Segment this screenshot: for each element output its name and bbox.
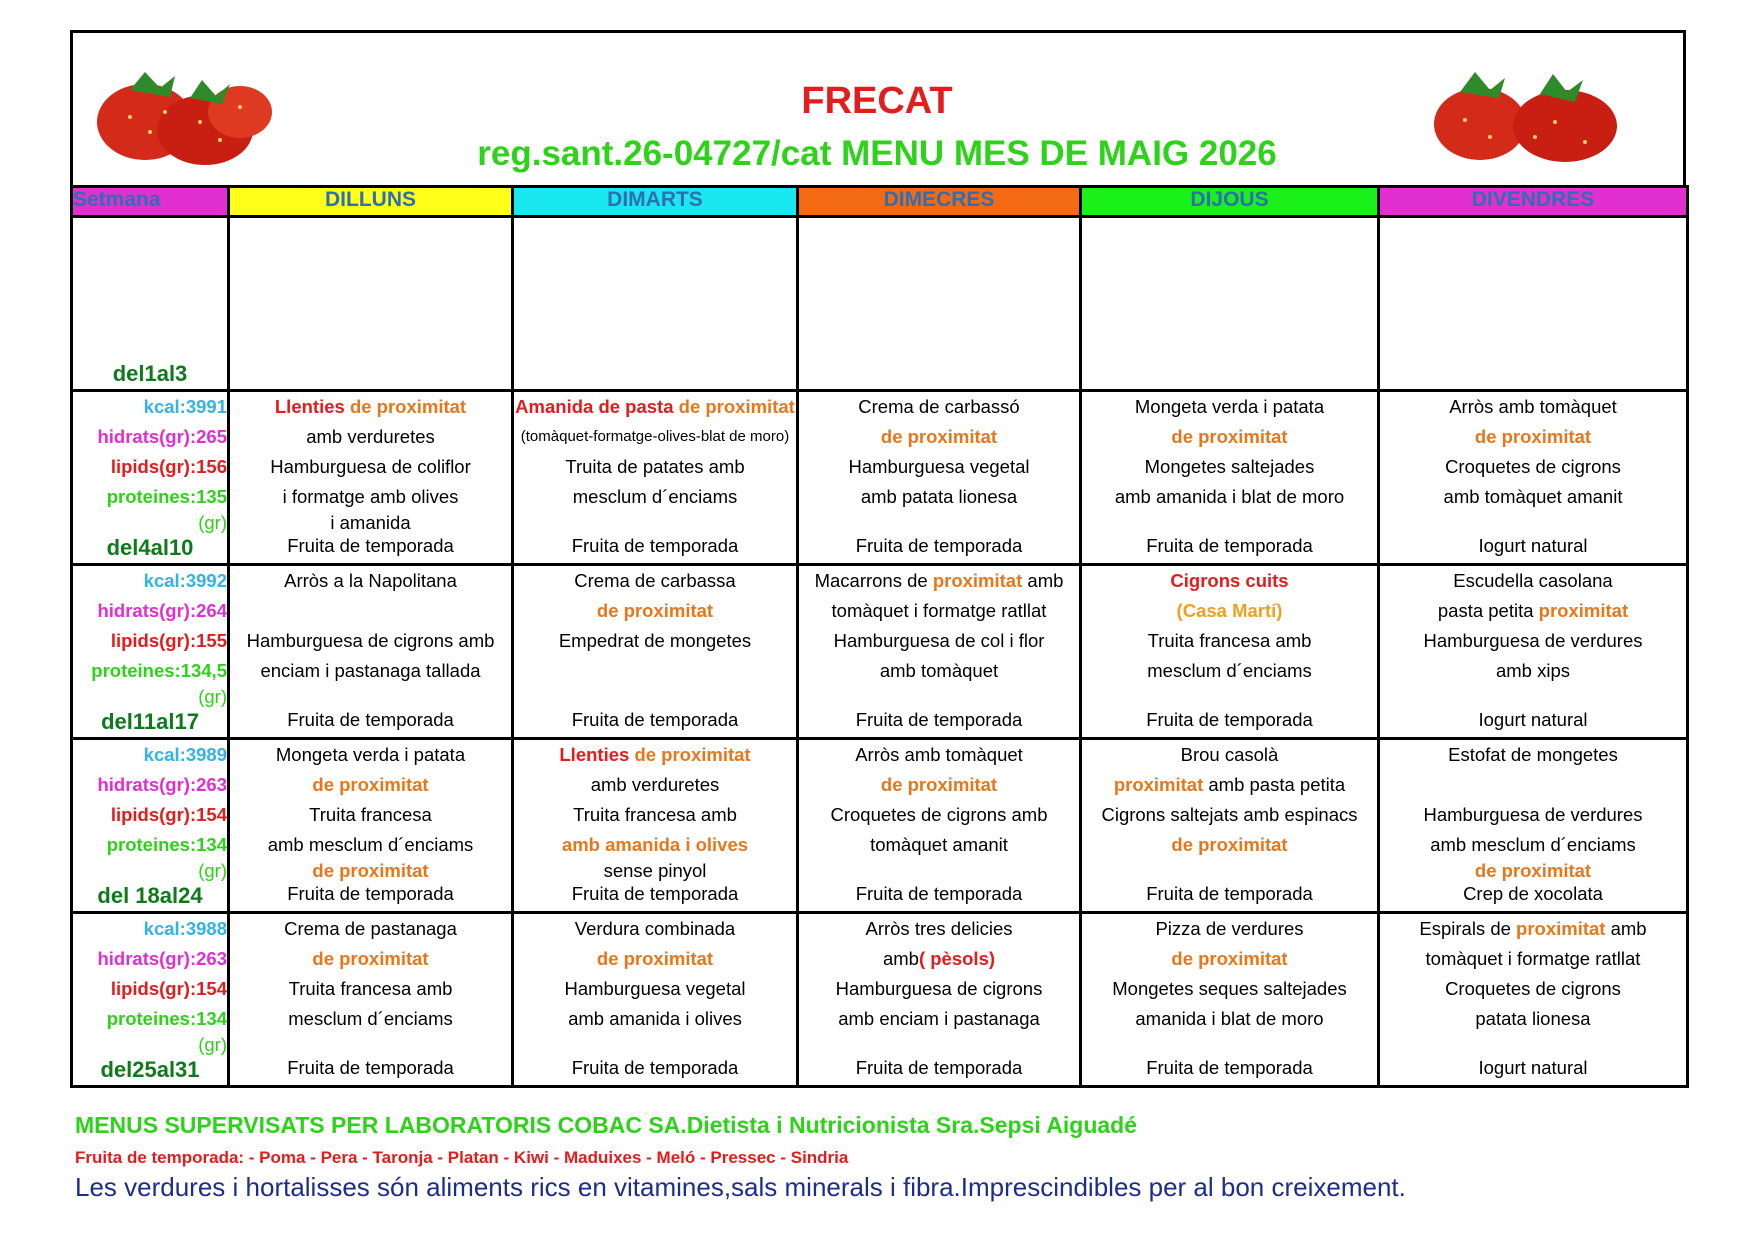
menu-cell-thursday — [1081, 391, 1379, 565]
dish-line: Escudella casolana — [1453, 570, 1613, 591]
dish-line: Espirals de proximitat amb — [1419, 918, 1647, 939]
dish-line: tomàquet i formatge ratllat — [1425, 948, 1641, 969]
dish-line: mesclum d´enciams — [288, 1008, 453, 1029]
nutrition-gr: (gr) — [198, 686, 227, 707]
week-date-range: del11al17 — [101, 709, 199, 734]
menu-cell-tuesday — [513, 565, 798, 739]
dish-line: Mongetes seques saltejades — [1112, 978, 1347, 999]
dish-line: mesclum d´enciams — [1147, 660, 1312, 681]
week-date-range: del 18al24 — [97, 883, 203, 908]
nutrition-hidrats: hidrats(gr):263 — [97, 774, 227, 795]
dish-line: Hamburguesa de col i flor — [833, 630, 1045, 651]
dish-line: Macarrons de proximitat amb — [814, 570, 1064, 591]
dish-line: (tomàquet-formatge-olives-blat de moro) — [520, 428, 790, 445]
dish-line: Truita de patates amb — [565, 456, 745, 477]
week-label-cell — [72, 217, 229, 391]
dish-line: amb verduretes — [590, 774, 720, 795]
dessert-line: Fruita de temporada — [855, 1057, 1023, 1078]
dish-line: Crema de carbassó — [858, 396, 1020, 417]
menu-cell-monday — [229, 565, 513, 739]
dish-line: sense pinyol — [603, 860, 707, 881]
dish-line — [514, 656, 796, 686]
nutrition-kcal: kcal:3991 — [143, 396, 227, 417]
dish-line: Mongeta verda i patata — [1134, 396, 1325, 417]
dessert-line: Fruita de temporada — [1146, 535, 1313, 556]
column-header-monday: DILLUNS — [229, 187, 513, 217]
dessert-line: Fruita de temporada — [287, 1057, 454, 1078]
column-header-friday: DIVENDRES — [1379, 187, 1688, 217]
dish-line: amb( pèsols) — [882, 948, 996, 969]
dish-line: de proximitat — [312, 948, 429, 969]
menu-cell-thursday — [1081, 565, 1379, 739]
dish-line: de proximitat — [1171, 834, 1288, 855]
seasonal-fruit-list: Fruita de temporada: - Poma - Pera - Taronja - Platan - Kiwi - Maduixes - Meló - Pressec - Sindria — [75, 1148, 849, 1167]
dish-line: amb amanida i olives — [568, 1008, 742, 1029]
menu-cell-monday — [229, 913, 513, 1087]
dish-line: (Casa Martí) — [1176, 600, 1283, 621]
dessert-line: Fruita de temporada — [287, 535, 454, 556]
dish-line: amb amanida i blat de moro — [1114, 486, 1345, 507]
dish-line: Truita francesa — [309, 804, 432, 825]
dessert-line: Fruita de temporada — [571, 535, 739, 556]
dish-line: Pizza de verdures — [1155, 918, 1304, 939]
dish-line: amb tomàquet amanit — [1443, 486, 1623, 507]
dish-line: Arròs tres delicies — [865, 918, 1013, 939]
nutrition-proteines: proteines:134 — [106, 834, 227, 855]
dish-line: Estofat de mongetes — [1448, 744, 1618, 765]
dish-line — [230, 596, 511, 626]
nutrition-kcal: kcal:3988 — [143, 918, 227, 939]
menu-cell-tuesday — [513, 739, 798, 913]
menu-cell-thursday — [1081, 739, 1379, 913]
dessert-line: Fruita de temporada — [571, 883, 739, 904]
dessert-line: Fruita de temporada — [287, 709, 454, 730]
menu-cell-friday — [1379, 739, 1688, 913]
dish-line: tomàquet amanit — [870, 834, 1008, 855]
nutrition-hidrats: hidrats(gr):264 — [97, 600, 227, 621]
dish-line: Hamburguesa de cigrons amb — [246, 630, 495, 651]
dish-line: Arròs amb tomàquet — [1449, 396, 1617, 417]
dish-line: Cigrons saltejats amb espinacs — [1101, 804, 1358, 825]
menu-cell-friday — [1379, 565, 1688, 739]
dish-line: amb patata lionesa — [860, 486, 1018, 507]
dish-line: i amanida — [330, 512, 411, 533]
menu-cell-friday — [1379, 217, 1688, 391]
week-date-range: del25al31 — [100, 1057, 200, 1082]
nutrition-proteines: proteines:135 — [106, 486, 227, 507]
dish-line: amb amanida i olives — [561, 834, 749, 855]
dish-line: Empedrat de mongetes — [558, 630, 752, 651]
supervision-note: MENUS SUPERVISATS PER LABORATORIS COBAC SA.Dietista i Nutricionista Sra.Sepsi Aiguadé — [75, 1112, 1138, 1138]
dish-line: de proximitat — [1171, 426, 1288, 447]
dish-line: Hamburguesa vegetal — [564, 978, 746, 999]
nutrition-kcal: kcal:3989 — [143, 744, 227, 765]
dish-line: Arròs amb tomàquet — [855, 744, 1023, 765]
column-header-wednesday: DIMECRES — [798, 187, 1081, 217]
dish-line: proximitat amb pasta petita — [1113, 774, 1346, 795]
week-label-cell — [72, 913, 229, 1087]
dessert-line: Fruita de temporada — [1146, 883, 1313, 904]
dish-line: Llenties de proximitat — [274, 396, 467, 417]
dish-line: Crema de carbassa — [574, 570, 736, 591]
menu-title: FRECAT — [801, 80, 953, 122]
week-row — [72, 391, 1688, 565]
dish-line: i formatge amb olives — [282, 486, 459, 507]
week-label-cell — [72, 391, 229, 565]
nutrition-proteines: proteines:134 — [106, 1008, 227, 1029]
dish-line: Hamburguesa de coliflor — [270, 456, 471, 477]
nutrition-gr: (gr) — [198, 1034, 227, 1055]
dish-line: de proximitat — [596, 948, 714, 969]
dish-line: tomàquet i formatge ratllat — [831, 600, 1047, 621]
dish-line: Truita francesa amb — [1147, 630, 1312, 651]
dish-line: Truita francesa amb — [288, 978, 453, 999]
dessert-line: Fruita de temporada — [855, 535, 1023, 556]
week-label-cell — [72, 565, 229, 739]
dish-line: de proximitat — [1171, 948, 1288, 969]
dessert-line: Fruita de temporada — [287, 883, 454, 904]
dish-line: Hamburguesa vegetal — [848, 456, 1030, 477]
menu-cell-wednesday — [798, 391, 1081, 565]
dish-line: de proximitat — [1474, 426, 1592, 447]
dish-line: Croquetes de cigrons — [1445, 456, 1621, 477]
dish-line: Brou casolà — [1180, 744, 1279, 765]
dish-line: de proximitat — [880, 774, 998, 795]
dessert-line: Fruita de temporada — [855, 709, 1023, 730]
menu-cell-tuesday — [513, 913, 798, 1087]
dessert-line: Crep de xocolata — [1463, 883, 1603, 904]
dish-line: mesclum d´enciams — [572, 486, 738, 507]
menu-cell-wednesday — [798, 913, 1081, 1087]
dish-line: enciam i pastanaga tallada — [260, 660, 481, 681]
nutrition-gr: (gr) — [198, 512, 227, 533]
dish-line: amb xips — [1495, 660, 1571, 681]
nutrition-lipids: lipids(gr):154 — [110, 804, 227, 825]
dish-line: amanida i blat de moro — [1135, 1008, 1324, 1029]
dish-line: de proximitat — [596, 600, 714, 621]
column-header-week: Setmana — [72, 187, 229, 217]
nutrition-hidrats: hidrats(gr):265 — [97, 426, 227, 447]
dish-line: Arròs a la Napolitana — [284, 570, 457, 591]
nutrition-hidrats: hidrats(gr):263 — [97, 948, 227, 969]
dish-line: Croquetes de cigrons — [1445, 978, 1621, 999]
dish-line: de proximitat — [880, 426, 998, 447]
nutrition-proteines: proteines:134,5 — [91, 660, 227, 681]
menu-cell-friday — [1379, 391, 1688, 565]
week-row — [72, 913, 1688, 1087]
dish-line: de proximitat — [1474, 860, 1592, 881]
menu-cell-tuesday — [513, 217, 798, 391]
dessert-line: Fruita de temporada — [1146, 709, 1313, 730]
dish-line: Llenties de proximitat — [559, 744, 751, 765]
dessert-line: Fruita de temporada — [1146, 1057, 1313, 1078]
menu-cell-monday — [229, 391, 513, 565]
dessert-line: Fruita de temporada — [571, 1057, 739, 1078]
dish-line: amb verduretes — [306, 426, 435, 447]
dish-line: amb tomàquet — [879, 660, 999, 681]
dish-line: amb mesclum d´enciams — [267, 834, 474, 855]
dish-line: Cigrons cuits — [1170, 570, 1289, 591]
week-label-cell — [72, 739, 229, 913]
menu-subtitle: reg.sant.26-04727/cat MENU MES DE MAIG 2026 — [477, 134, 1277, 173]
dish-line: Croquetes de cigrons amb — [830, 804, 1048, 825]
menu-cell-friday — [1379, 913, 1688, 1087]
menu-cell-thursday — [1081, 217, 1379, 391]
dish-line: de proximitat — [312, 774, 429, 795]
dish-line: Hamburguesa de cigrons — [835, 978, 1043, 999]
menu-table — [70, 185, 1689, 1088]
week-date-range: del4al10 — [106, 535, 194, 560]
dessert-line: Fruita de temporada — [855, 883, 1023, 904]
dish-line: Truita francesa amb — [573, 804, 737, 825]
vegetables-note: Les verdures i hortalisses són aliments rics en vitamines,sals minerals i fibra.Imprescindibles per al bon creixement. — [75, 1172, 1406, 1202]
dish-line: Crema de pastanaga — [284, 918, 457, 939]
menu-cell-thursday — [1081, 913, 1379, 1087]
dish-line: Verdura combinada — [574, 918, 736, 939]
nutrition-lipids: lipids(gr):154 — [110, 978, 227, 999]
dessert-line: Fruita de temporada — [571, 709, 739, 730]
dish-line: Mongeta verda i patata — [275, 744, 466, 765]
week-row — [72, 217, 1688, 391]
dessert-line: Iogurt natural — [1478, 535, 1588, 556]
week-row — [72, 565, 1688, 739]
nutrition-gr: (gr) — [198, 860, 227, 881]
dish-line — [1380, 770, 1686, 800]
menu-cell-monday — [229, 739, 513, 913]
menu-cell-tuesday — [513, 391, 798, 565]
dish-line: de proximitat — [312, 860, 429, 881]
nutrition-kcal: kcal:3992 — [143, 570, 227, 591]
dish-line: Hamburguesa de verdures — [1423, 804, 1643, 825]
dish-line: amb enciam i pastanaga — [838, 1008, 1040, 1029]
menu-cell-monday — [229, 217, 513, 391]
nutrition-lipids: lipids(gr):155 — [110, 630, 227, 651]
column-header-thursday: DIJOUS — [1081, 187, 1379, 217]
table-header-row — [72, 187, 1688, 217]
dish-line: pasta petita proximitat — [1437, 600, 1629, 621]
dish-line: amb mesclum d´enciams — [1430, 834, 1636, 855]
column-header-tuesday: DIMARTS — [513, 187, 798, 217]
menu-cell-wednesday — [798, 217, 1081, 391]
nutrition-lipids: lipids(gr):156 — [110, 456, 227, 477]
menu-cell-wednesday — [798, 565, 1081, 739]
dessert-line: Iogurt natural — [1478, 709, 1588, 730]
week-row — [72, 739, 1688, 913]
dish-line: patata lionesa — [1475, 1008, 1591, 1029]
week-date-range: del1al3 — [112, 361, 188, 386]
dish-line: Mongetes saltejades — [1144, 456, 1315, 477]
dish-line: Hamburguesa de verdures — [1423, 630, 1643, 651]
menu-cell-wednesday — [798, 739, 1081, 913]
dessert-line: Iogurt natural — [1478, 1057, 1588, 1078]
dish-line: Amanida de pasta de proximitat — [515, 396, 795, 417]
